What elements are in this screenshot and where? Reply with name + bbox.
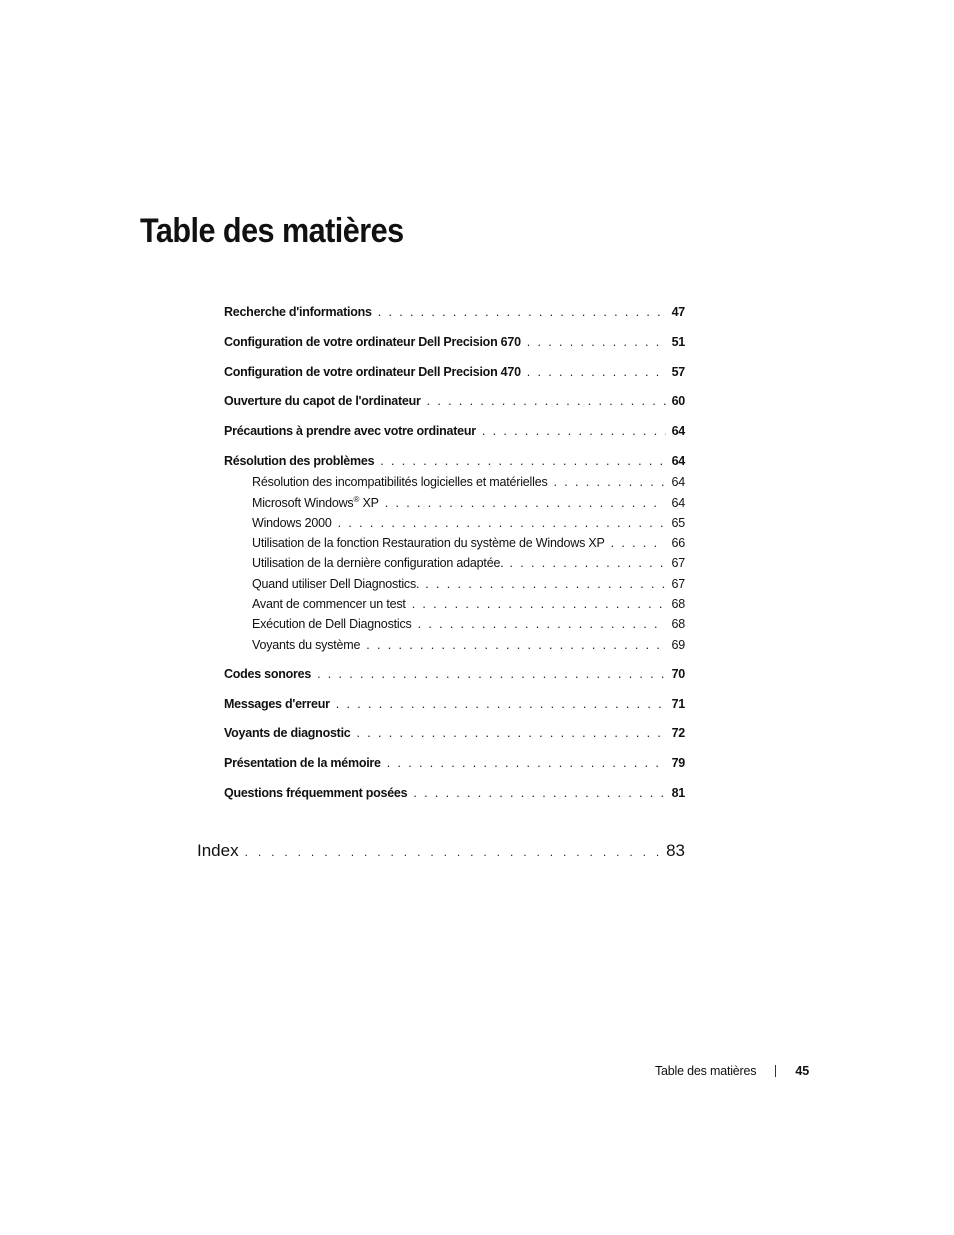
toc-entry-label-main: Microsoft Windows [252, 496, 354, 510]
toc-page-number: 65 [671, 516, 685, 530]
toc-entry-index[interactable] [197, 842, 685, 859]
toc-page-number: 64 [671, 475, 685, 489]
toc-entry-label: Questions fréquemment posées [224, 786, 408, 800]
toc-entry-label: Résolution des problèmes [224, 454, 375, 468]
toc-entry-ouverture-capot[interactable] [224, 395, 685, 408]
toc-leader-dots [527, 336, 666, 349]
toc-page-number: 47 [671, 305, 685, 319]
footer-page-number: 45 [795, 1064, 810, 1078]
toc-leader-dots [366, 639, 665, 652]
toc-subentry-quand-utiliser-diagnostics[interactable] [252, 578, 685, 591]
toc-subentry-derniere-configuration[interactable] [252, 557, 685, 570]
toc-page-number: 71 [671, 697, 685, 711]
toc-subentry-execution-diagnostics[interactable] [252, 618, 685, 631]
toc-leader-dots [317, 668, 666, 681]
toc-page-number: 64 [671, 496, 685, 510]
toc-page-number: 64 [671, 424, 685, 438]
toc-leader-dots [378, 306, 666, 319]
toc-leader-dots [380, 455, 665, 468]
toc-leader-dots [482, 425, 666, 438]
toc-entry-messages-erreur[interactable] [224, 698, 685, 711]
toc-leader-dots [387, 757, 666, 770]
toc-entry-label: Configuration de votre ordinateur Dell Precision 470 [224, 365, 521, 379]
toc-page-number: 79 [671, 756, 685, 770]
toc-entry-label: Résolution des incompatibilités logicielles et matérielles [252, 475, 548, 489]
toc-entry-label: Présentation de la mémoire [224, 756, 381, 770]
toc-leader-dots [527, 366, 666, 379]
toc-page-number: 67 [671, 556, 685, 570]
toc-entry-codes-sonores[interactable] [224, 668, 685, 681]
toc-page-number: 72 [671, 726, 685, 740]
toc-entry-label: Voyants du système [252, 638, 361, 652]
toc-subentry-voyants-systeme[interactable] [252, 639, 685, 652]
registered-mark: ® [353, 494, 360, 504]
toc-entry-resolution-problemes[interactable] [224, 455, 685, 468]
toc-entry-label: Configuration de votre ordinateur Dell Precision 670 [224, 335, 521, 349]
toc-subentry-avant-test[interactable] [252, 598, 685, 611]
toc-entry-config-470[interactable] [224, 366, 685, 379]
toc-entry-label: Recherche d'informations [224, 305, 372, 319]
toc-leader-dots [412, 598, 666, 611]
toc-page-number: 68 [671, 597, 685, 611]
toc-subentry-incompatibilites[interactable] [252, 476, 685, 489]
toc-entry-label-suffix: XP [359, 496, 379, 510]
toc-entry-label: Messages d'erreur [224, 697, 330, 711]
toc-leader-dots [611, 537, 666, 550]
toc-leader-dots [427, 395, 666, 408]
page-title: Table des matières [140, 212, 404, 250]
page-footer [655, 1063, 815, 1078]
toc-page-number: 68 [671, 617, 685, 631]
toc-entry-label [252, 494, 379, 510]
toc-entry-label: Exécution de Dell Diagnostics [252, 617, 412, 631]
toc-entry-label: Utilisation de la fonction Restauration du système de Windows XP [252, 536, 605, 550]
toc-leader-dots [418, 618, 666, 631]
toc-page-number: 81 [671, 786, 685, 800]
toc-page-number: 57 [671, 365, 685, 379]
toc-page-number: 70 [671, 667, 685, 681]
toc-entry-precautions[interactable] [224, 425, 685, 438]
toc-leader-dots [425, 578, 665, 591]
toc-entry-config-670[interactable] [224, 336, 685, 349]
toc-entry-label: Avant de commencer un test [252, 597, 406, 611]
toc-leader-dots [338, 517, 666, 530]
toc-leader-dots [509, 557, 665, 570]
toc-leader-dots [245, 846, 660, 858]
toc-leader-dots [413, 787, 665, 800]
footer-divider [775, 1065, 776, 1077]
toc-entry-label: Codes sonores [224, 667, 312, 681]
toc-subentry-restauration-systeme[interactable] [252, 537, 685, 550]
toc-subentry-windows-xp[interactable] [252, 494, 685, 510]
toc-entry-label: Index [197, 841, 239, 860]
toc-entry-recherche[interactable] [224, 306, 685, 319]
toc-page-number: 83 [666, 841, 685, 860]
toc-entry-questions-frequentes[interactable] [224, 787, 685, 800]
toc-page-number: 64 [671, 454, 685, 468]
toc-page-number: 69 [671, 638, 685, 652]
toc-entry-label: Windows 2000 [252, 516, 332, 530]
toc-leader-dots [385, 497, 666, 510]
footer-section-title: Table des matières [655, 1064, 757, 1078]
toc-page-number: 51 [671, 335, 685, 349]
toc-leader-dots [357, 727, 666, 740]
toc-leader-dots [554, 476, 666, 489]
toc-entry-voyants-diagnostic[interactable] [224, 727, 685, 740]
toc-entry-label: Voyants de diagnostic [224, 726, 351, 740]
toc-page-number: 66 [671, 536, 685, 550]
toc-page-number: 67 [671, 577, 685, 591]
toc-entry-presentation-memoire[interactable] [224, 757, 685, 770]
toc-page-number: 60 [671, 394, 685, 408]
toc-entry-label: Quand utiliser Dell Diagnostics. [252, 577, 420, 591]
toc-entry-label: Ouverture du capot de l'ordinateur [224, 394, 421, 408]
toc-leader-dots [336, 698, 666, 711]
toc-entry-label: Précautions à prendre avec votre ordinateur [224, 424, 476, 438]
toc-subentry-windows-2000[interactable] [252, 517, 685, 530]
toc-entry-label: Utilisation de la dernière configuration adaptée. [252, 556, 504, 570]
